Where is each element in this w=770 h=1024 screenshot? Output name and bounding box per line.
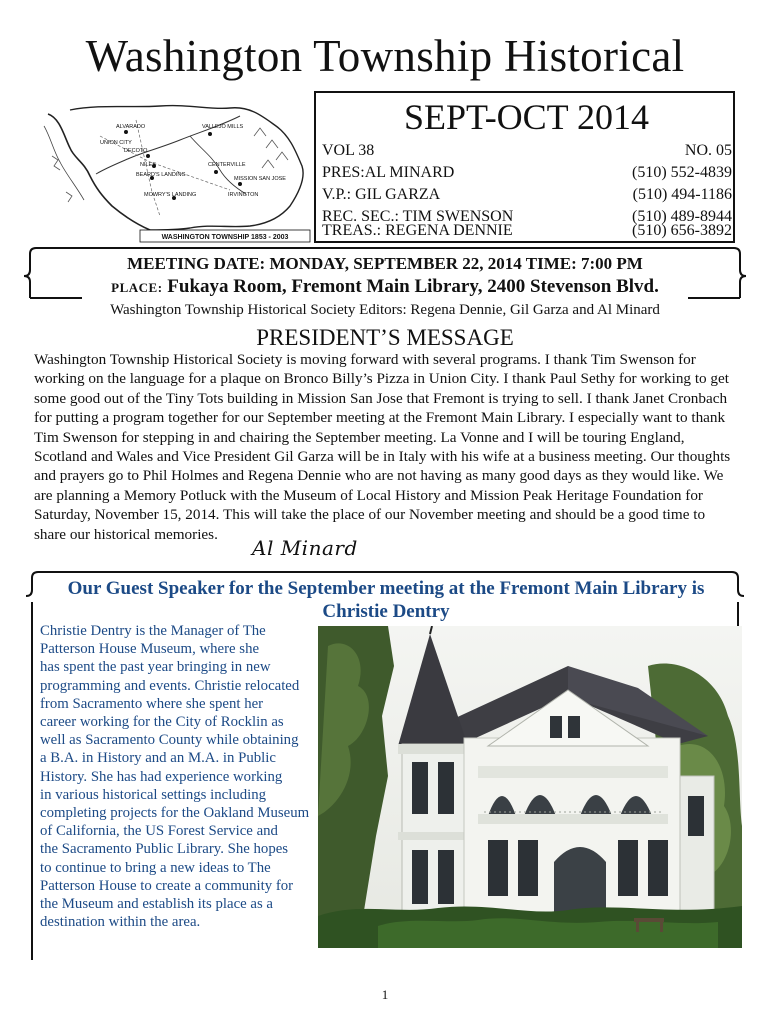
officer-name: REC. SEC.: TIM SWENSON <box>322 208 514 225</box>
volume-row <box>322 140 732 162</box>
map-label-centerville: CENTERVILLE <box>208 162 246 168</box>
officer-phone: (510) 552-4839 <box>632 164 732 181</box>
president-signature: Al Minard <box>252 536 358 560</box>
officer-name: TREAS.: REGENA DENNIE <box>322 222 513 239</box>
issue-info-box <box>314 91 735 243</box>
officer-row-president <box>322 162 732 184</box>
bio-line: career working for the City of Rocklin as <box>40 714 284 731</box>
bio-line: has spent the past year bringing in new <box>40 659 271 676</box>
township-map <box>40 96 312 244</box>
bio-line: destination within the area. <box>40 914 201 931</box>
issue-number: NO. 05 <box>684 142 732 159</box>
map-label-mowrys-landing: MOWRY'S LANDING <box>144 192 197 198</box>
map-label-union-city: UNION CITY <box>100 140 132 146</box>
newsletter-masthead: Washington Township Historical <box>85 31 685 81</box>
meeting-place-value: Fukaya Room, Fremont Main Library, 2400 Stevenson Blvd. <box>167 276 659 297</box>
map-banner: WASHINGTON TOWNSHIP 1853 - 2003 <box>161 234 289 241</box>
president-message-body <box>34 350 738 544</box>
guest-speaker-heading <box>54 577 718 623</box>
township-map-drawing <box>40 96 312 244</box>
bio-line: a B.A. in History and an M.A. in Public <box>40 750 276 767</box>
patterson-house-illustration <box>318 626 742 948</box>
bio-line: Christie Dentry is the Manager of The <box>40 623 266 639</box>
issue-date: SEPT-OCT 2014 <box>403 97 650 137</box>
map-label-beards-landing: BEARD'S LANDING <box>136 172 186 178</box>
page-number: 1 <box>381 987 389 1002</box>
bio-line: Patterson House Museum, where she <box>40 641 260 658</box>
editors-line: Washington Township Historical Society Editors: Regena Dennie, Gil Garza and Al Minard <box>110 302 660 318</box>
meeting-date-time: MEETING DATE: MONDAY, SEPTEMBER 22, 2014 TIME: 7:00 PM <box>127 254 643 273</box>
volume-label: VOL 38 <box>322 142 375 159</box>
officer-name: V.P.: GIL GARZA <box>322 186 441 203</box>
bio-line: of California, the US Forest Service and <box>40 823 278 840</box>
officer-phone: (510) 489-8944 <box>632 208 732 225</box>
officer-row-vice-president <box>322 184 732 206</box>
officer-name: PRES:AL MINARD <box>322 164 455 181</box>
patterson-house-photo <box>318 626 742 948</box>
meeting-place <box>0 276 770 299</box>
president-message-text: Washington Township Historical Society is moving forward with several programs. I thank Tim Swenson for working on the language for a plaque on Bronco Billy’s Pizza in Union City. I thank Paul Sethy for working to get some good out of the Tiny Tots building in Mission San Jose that Fremont is trying to sell. I thank Janet Cronbach for putting a program together for our September meeting at the Fremont Main Library. I especially want to thank Tim Swenson for stepping in and chairing the September meeting. La Vonne and I will be touring England, Scotland and Wales and Vice President Gil Garza will be in Italy with his wife at a business meeting. Our thoughts and prayers go to Phil Holmes and Regena Dennie who are not having as many good days as they would like. We are planning a Memory Potluck with the Museum of Local History and Mission Peak Heritage Foundation for Saturday, November 15, 2014. This will take the place of our November meeting and should be a good time to share our historical memories. <box>34 351 731 543</box>
bio-line: well as Sacramento County while obtaining <box>40 732 299 749</box>
bio-line: History. She has had experience working <box>40 768 283 785</box>
officer-phone: (510) 656-3892 <box>632 222 732 239</box>
map-label-mission-san-jose: MISSION SAN JOSE <box>234 176 286 182</box>
officer-row-treasurer <box>322 220 732 242</box>
bio-line: the Museum and establish its place as a <box>40 896 273 913</box>
guest-speaker-bio <box>40 622 322 931</box>
meeting-place-label: PLACE: <box>111 280 163 295</box>
president-message-heading: PRESIDENT’S MESSAGE <box>256 325 514 350</box>
map-label-irvington: IRVINGTON <box>228 192 259 198</box>
bio-line: completing projects for the Oakland Museum <box>40 805 310 822</box>
map-label-vallejo-mills: VALLEJO MILLS <box>202 124 244 130</box>
guest-speaker-heading-line: Our Guest Speaker for the September meeting at the Fremont Main Library is <box>67 578 705 599</box>
guest-speaker-name: Christie Dentry <box>322 601 450 622</box>
map-label-decoto: DECOTO <box>124 148 148 154</box>
bio-line: to continue to bring a new ideas to The <box>40 859 271 876</box>
bio-line: programming and events. Christie relocated <box>40 677 300 694</box>
map-label-alvarado: ALVARADO <box>116 124 146 130</box>
bio-line: the Sacramento Public Library. She hopes <box>40 841 289 858</box>
bio-line: Patterson House to create a community for <box>40 877 294 894</box>
map-label-niles: NILES <box>140 162 156 168</box>
officer-phone: (510) 494-1186 <box>632 186 732 203</box>
bio-line: in various historical settings including <box>40 786 267 803</box>
bio-line: from Sacramento where she spent her <box>40 695 264 712</box>
